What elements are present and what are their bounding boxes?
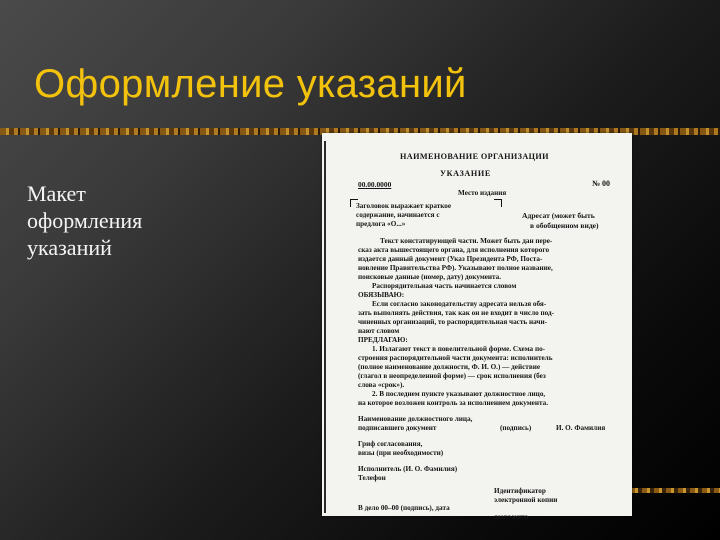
doc-place: Место издания: [458, 189, 507, 197]
signer-position-line: подписавшего документ: [358, 424, 437, 432]
body-line: зать выполнять действия, так как он не входит в число под-: [358, 309, 555, 317]
addressee-note-line: Адресат (может быть: [522, 211, 595, 220]
heading-note-line: Заголовок выражает краткое: [356, 202, 452, 210]
signature-placeholder: (подпись): [500, 424, 532, 432]
e-copy-line: электронной копии: [494, 496, 558, 504]
corner-bracket-right: [494, 199, 502, 207]
scan-edge: [324, 141, 326, 513]
body-line: 1. Излагают текст в повелительной форме. Схема по-: [372, 345, 546, 353]
body-line: ОБЯЗЫВАЮ:: [358, 291, 405, 299]
addressee-note-line: в обобщенном виде): [530, 221, 599, 230]
body-line: слова «срок»).: [358, 381, 405, 389]
body-line: чиненных организаций, то распорядительная часть начи-: [358, 318, 548, 326]
filing-line: документа: [494, 513, 529, 521]
body-line: поисковые данные (номер, дату) документа.: [358, 273, 502, 281]
body-line: (глагол в неопределенной форме) — срок исполнения (без: [358, 372, 546, 380]
approval-line: Гриф согласования,: [358, 440, 423, 448]
body-line: строения распорядительной части документа: исполнитель: [358, 354, 553, 362]
body-line: Если согласно законодательству адресата нельзя обя-: [372, 300, 547, 308]
org-name: НАИМЕНОВАНИЕ ОРГАНИЗАЦИИ: [400, 152, 549, 161]
heading-note-line: содержание, начинается с: [356, 211, 440, 219]
e-copy-line: Идентификатор: [494, 487, 546, 495]
decorative-rule-small: [630, 488, 720, 493]
slide-caption: [27, 180, 197, 261]
executor-line: Исполнитель (И. О. Фамилия): [358, 465, 458, 473]
body-line: Распорядительная часть начинается словом: [372, 282, 517, 290]
body-line: 2. В последнем пункте указывают должностное лицо,: [372, 390, 546, 398]
signer-position-line: Наименование должностного лица,: [358, 415, 473, 423]
filing-line: В дело 00–00 (подпись), дата: [358, 504, 450, 512]
heading-note-line: предлога «О...»: [356, 220, 406, 228]
document-image: [322, 133, 632, 521]
signer-name: И. О. Фамилия: [556, 424, 606, 432]
body-line: нают словом: [358, 327, 400, 335]
body-line: сказ акта вышестоящего органа, для исполнения которого: [358, 246, 550, 254]
body-line: Текст констатирующей части. Может быть дан пере-: [380, 237, 553, 245]
caption-line: оформления: [27, 208, 143, 233]
doc-date: 00.00.0000: [358, 180, 392, 189]
caption-line: Макет: [27, 181, 86, 206]
slide-title: Оформление указаний: [34, 62, 467, 106]
body-line: на которое возложен контроль за исполнением документа.: [358, 399, 549, 407]
body-line: ПРЕДЛАГАЮ:: [358, 336, 408, 344]
doc-number: № 00: [592, 179, 611, 188]
caption-line: указаний: [27, 235, 112, 260]
body-line: (полное наименование должности, Ф. И. О.) — действие: [358, 363, 541, 371]
body-line: новление Правительства РФ). Указывают полное название,: [358, 264, 553, 272]
executor-line: Телефон: [358, 474, 386, 482]
body-line: издается данный документ (Указ Президента РФ, Поста-: [358, 255, 543, 263]
doc-type: УКАЗАНИЕ: [440, 169, 491, 178]
approval-line: визы (при необходимости): [358, 449, 444, 457]
